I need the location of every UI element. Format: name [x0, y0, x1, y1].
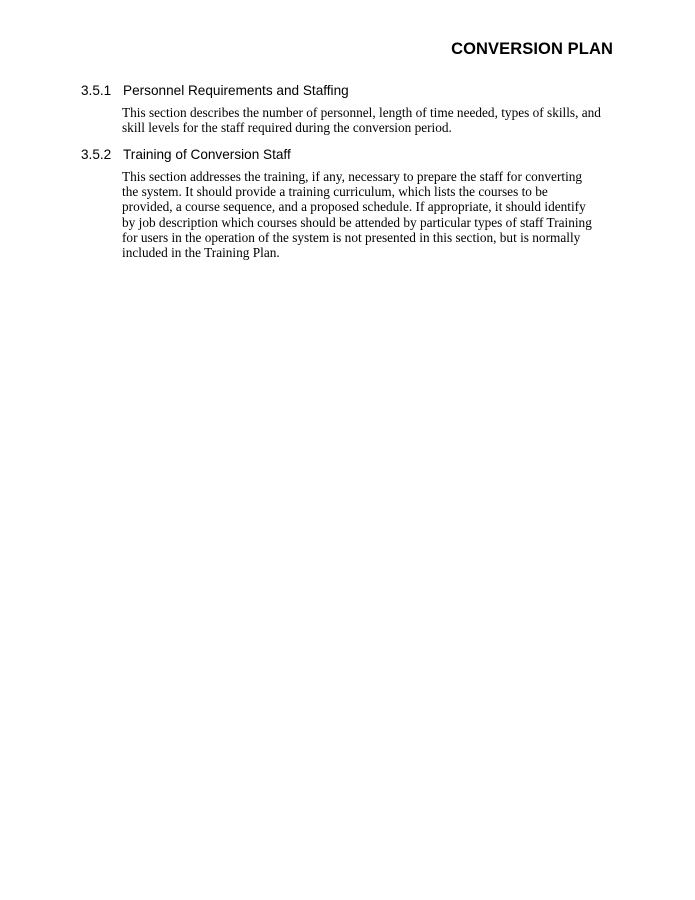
- body-line: for users in the operation of the system is not presented in this section, but is normally: [122, 229, 581, 245]
- section-heading: [81, 147, 641, 163]
- page-header-title: CONVERSION PLAN: [451, 40, 613, 58]
- section-body: [122, 105, 641, 135]
- section-3-5-1: [81, 83, 641, 135]
- body-line: included in the Training Plan.: [122, 245, 280, 261]
- body-line: This section describes the number of personnel, length of time needed, types of skills, and: [122, 105, 601, 120]
- body-line: the system. It should provide a training curriculum, which lists the courses to be: [122, 184, 548, 200]
- body-line: This section addresses the training, if any, necessary to prepare the staff for converting: [122, 169, 583, 184]
- section-body: [122, 169, 641, 260]
- section-3-5-2: [81, 147, 641, 260]
- body-line: by job description which courses should be attended by particular types of staff Training: [122, 214, 592, 230]
- section-heading: [81, 83, 641, 99]
- section-number: 3.5.2: [81, 147, 112, 162]
- section-number: 3.5.1: [81, 83, 112, 98]
- body-line: skill levels for the staff required during the conversion period.: [122, 120, 452, 136]
- section-title: Training of Conversion Staff: [123, 147, 291, 162]
- section-title: Personnel Requirements and Staffing: [123, 83, 349, 98]
- body-line: provided, a course sequence, and a proposed schedule. If appropriate, it should identify: [122, 199, 586, 215]
